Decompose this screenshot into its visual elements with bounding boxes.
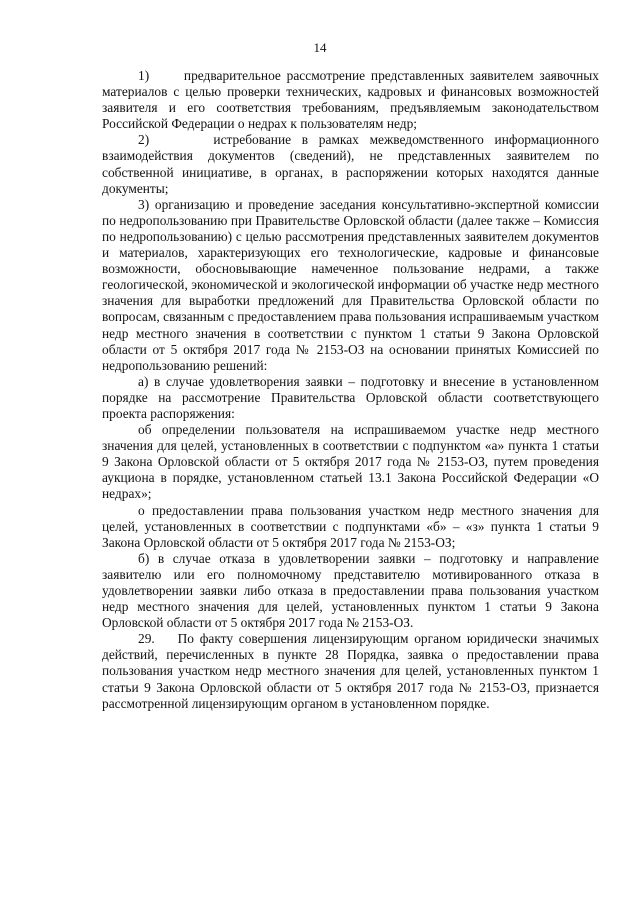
paragraph-item-3: 3) организацию и проведение заседания консультативно-экспертной комиссии по недропользованию при Правительстве Орловской области (далее также – Комиссия по недропользованию) с целью рассмотрения представленных заявителем документов и материалов, характеризующих его технологические, кадровые и финансовые возможности, обосновывающие намеченное пользование недрами, а также геологической, экономической и экологической информации об участке недр местного значения для выработки предложений для Правительства Орловской области по вопросам, связанным с предоставлением права пользования испрашиваемым участком недр местного значения в соответствии с пунктом 1 статьи 9 Закона Орловской области от 5 октября 2017 года № 2153-ОЗ на основании принятых Комиссией по недропользованию решений: — [102, 196, 599, 373]
paragraph-section-29: 29. По факту совершения лицензирующим органом юридически значимых действий, перечисленных в пункте 28 Порядка, заявка о предоставлении права пользования участком недр местного значения для целей, установленных пунктом 1 статьи 9 Закона Орловской области от 5 октября 2017 года № 2153-ОЗ, признается рассмотренной лицензирующим органом в установленном порядке. — [102, 631, 599, 711]
paragraph-granting-of-right: о предоставлении права пользования участком недр местного значения для целей, установленных в соответствии с подпунктами «б» – «з» пункта 1 статьи 9 Закона Орловской области от 5 октября 2017 года № 2153-ОЗ; — [102, 502, 599, 550]
page-number: 14 — [313, 40, 327, 55]
paragraph-subitem-b: б) в случае отказа в удовлетворении заявки – подготовку и направление заявителю или его полномочному представителю мотивированного отказа в удовлетворении заявки либо отказа в предоставлении права пользования участком недр местного значения для целей, установленных пунктом 1 статьи 9 Закона Орловской области от 5 октября 2017 года № 2153-ОЗ. — [102, 550, 599, 631]
document-body — [102, 68, 599, 712]
paragraph-determination-of-user: об определении пользователя на испрашиваемом участке недр местного значения для целей, установленных в соответствии с подпунктом «а» пункта 1 статьи 9 Закона Орловской области от 5 октября 2017 года № 2153-ОЗ, путем проведения аукциона в порядке, установленном статьей 13.1 Закона Российской Федерации «О недрах»; — [102, 422, 599, 502]
paragraph-item-1: 1) предварительное рассмотрение представленных заявителем заявочных материалов с целью проверки технических, кадровых и финансовых возможностей заявителя и его соответствия требованиям, предъявляемым законодательством Российской Федерации о недрах к пользователям недр; — [102, 68, 599, 132]
paragraph-subitem-a: а) в случае удовлетворения заявки – подготовку и внесение в установленном порядке на рассмотрение Правительства Орловской области соответствующего проекта распоряжения: — [102, 373, 599, 421]
paragraph-item-2: 2) истребование в рамках межведомственного информационного взаимодействия документов (сведений), не представленных заявителем по собственной инициативе, в органах, в распоряжении которых находятся данные документы; — [102, 132, 599, 196]
